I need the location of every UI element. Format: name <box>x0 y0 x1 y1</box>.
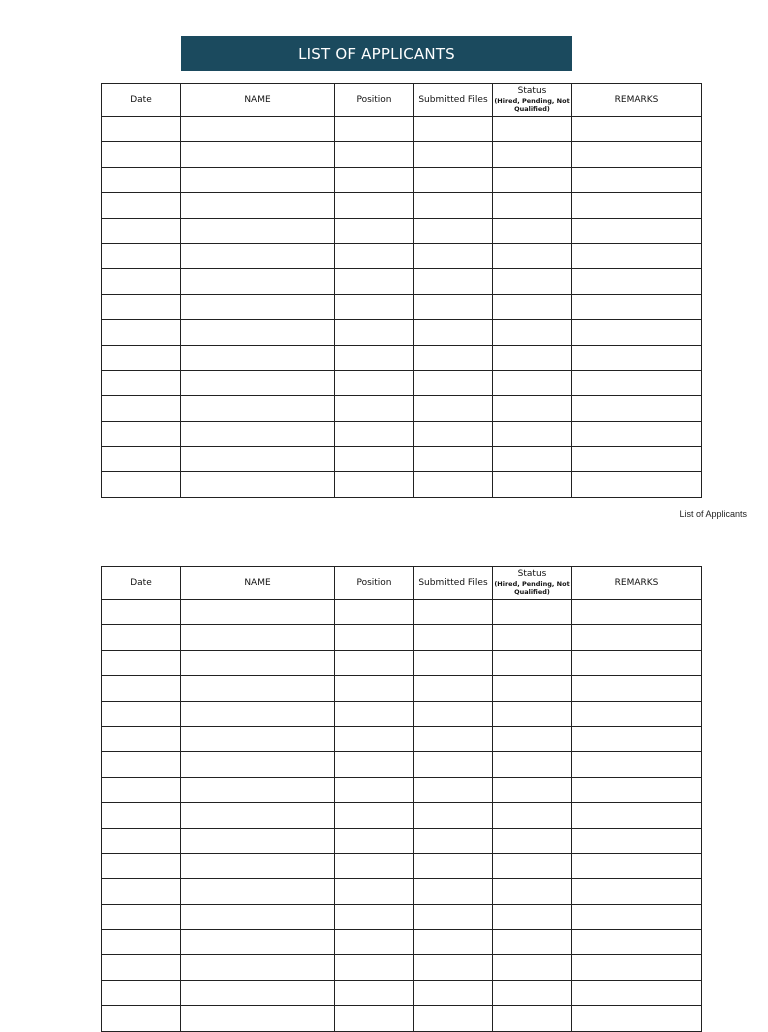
cell-status[interactable] <box>493 370 572 395</box>
cell-date[interactable] <box>102 904 181 929</box>
cell-submitted-files[interactable] <box>414 904 493 929</box>
cell-date[interactable] <box>102 625 181 650</box>
cell-status[interactable] <box>493 396 572 421</box>
cell-position[interactable] <box>335 853 414 878</box>
cell-submitted-files[interactable] <box>414 472 493 497</box>
cell-submitted-files[interactable] <box>414 167 493 192</box>
cell-name[interactable] <box>181 243 335 268</box>
cell-position[interactable] <box>335 472 414 497</box>
table-row <box>102 447 702 472</box>
cell-status[interactable] <box>493 955 572 980</box>
cell-submitted-files[interactable] <box>414 117 493 142</box>
column-header-name: NAME <box>181 567 335 600</box>
table-row <box>102 117 702 142</box>
cell-position[interactable] <box>335 803 414 828</box>
cell-date[interactable] <box>102 345 181 370</box>
cell-status[interactable] <box>493 320 572 345</box>
cell-status[interactable] <box>493 904 572 929</box>
cell-date[interactable] <box>102 294 181 319</box>
cell-name[interactable] <box>181 777 335 802</box>
cell-date[interactable] <box>102 752 181 777</box>
cell-remarks[interactable] <box>572 853 702 878</box>
cell-position[interactable] <box>335 243 414 268</box>
column-header-submitted-files: Submitted Files <box>414 84 493 117</box>
cell-submitted-files[interactable] <box>414 676 493 701</box>
cell-name[interactable] <box>181 218 335 243</box>
cell-submitted-files[interactable] <box>414 320 493 345</box>
cell-submitted-files[interactable] <box>414 726 493 751</box>
cell-name[interactable] <box>181 447 335 472</box>
cell-status[interactable] <box>493 853 572 878</box>
table-header-row <box>102 567 702 600</box>
column-header-remarks: REMARKS <box>572 84 702 117</box>
cell-remarks[interactable] <box>572 904 702 929</box>
cell-date[interactable] <box>102 447 181 472</box>
cell-name[interactable] <box>181 879 335 904</box>
table-body <box>102 600 702 1032</box>
cell-date[interactable] <box>102 320 181 345</box>
table-row <box>102 828 702 853</box>
column-header-submitted-files: Submitted Files <box>414 567 493 600</box>
cell-remarks[interactable] <box>572 167 702 192</box>
cell-name[interactable] <box>181 421 335 446</box>
table-row <box>102 980 702 1005</box>
cell-date[interactable] <box>102 955 181 980</box>
cell-name[interactable] <box>181 1006 335 1031</box>
cell-name[interactable] <box>181 396 335 421</box>
footer-caption: List of Applicants <box>679 509 747 519</box>
cell-status[interactable] <box>493 930 572 955</box>
cell-date[interactable] <box>102 726 181 751</box>
cell-name[interactable] <box>181 752 335 777</box>
cell-position[interactable] <box>335 625 414 650</box>
cell-position[interactable] <box>335 930 414 955</box>
cell-name[interactable] <box>181 625 335 650</box>
cell-status[interactable] <box>493 167 572 192</box>
cell-submitted-files[interactable] <box>414 879 493 904</box>
cell-submitted-files[interactable] <box>414 142 493 167</box>
cell-submitted-files[interactable] <box>414 980 493 1005</box>
cell-status[interactable] <box>493 447 572 472</box>
cell-position[interactable] <box>335 320 414 345</box>
cell-position[interactable] <box>335 193 414 218</box>
table-row <box>102 904 702 929</box>
table-row <box>102 243 702 268</box>
table-row <box>102 777 702 802</box>
cell-submitted-files[interactable] <box>414 701 493 726</box>
table-row <box>102 320 702 345</box>
cell-name[interactable] <box>181 955 335 980</box>
status-label: Status <box>517 569 547 580</box>
cell-submitted-files[interactable] <box>414 1006 493 1031</box>
cell-position[interactable] <box>335 777 414 802</box>
applicants-table-2 <box>101 566 702 1032</box>
table-row <box>102 421 702 446</box>
cell-submitted-files[interactable] <box>414 600 493 625</box>
cell-name[interactable] <box>181 117 335 142</box>
cell-position[interactable] <box>335 726 414 751</box>
cell-remarks[interactable] <box>572 1006 702 1031</box>
cell-submitted-files[interactable] <box>414 193 493 218</box>
cell-status[interactable] <box>493 701 572 726</box>
cell-position[interactable] <box>335 142 414 167</box>
cell-position[interactable] <box>335 447 414 472</box>
cell-name[interactable] <box>181 600 335 625</box>
cell-submitted-files[interactable] <box>414 777 493 802</box>
cell-submitted-files[interactable] <box>414 828 493 853</box>
cell-status[interactable] <box>493 777 572 802</box>
table-header-row <box>102 84 702 117</box>
cell-date[interactable] <box>102 879 181 904</box>
cell-status[interactable] <box>493 218 572 243</box>
cell-remarks[interactable] <box>572 447 702 472</box>
cell-status[interactable] <box>493 193 572 218</box>
cell-name[interactable] <box>181 472 335 497</box>
table-row <box>102 625 702 650</box>
cell-name[interactable] <box>181 320 335 345</box>
table-row <box>102 955 702 980</box>
table-row <box>102 676 702 701</box>
cell-name[interactable] <box>181 853 335 878</box>
cell-submitted-files[interactable] <box>414 955 493 980</box>
cell-remarks[interactable] <box>572 421 702 446</box>
cell-date[interactable] <box>102 1006 181 1031</box>
cell-name[interactable] <box>181 701 335 726</box>
status-note: (Hired, Pending, Not Qualified) <box>494 96 570 114</box>
cell-status[interactable] <box>493 726 572 751</box>
cell-date[interactable] <box>102 117 181 142</box>
cell-remarks[interactable] <box>572 726 702 751</box>
cell-remarks[interactable] <box>572 930 702 955</box>
cell-position[interactable] <box>335 879 414 904</box>
cell-remarks[interactable] <box>572 650 702 675</box>
table-row <box>102 701 702 726</box>
cell-remarks[interactable] <box>572 294 702 319</box>
cell-remarks[interactable] <box>572 320 702 345</box>
table-row <box>102 803 702 828</box>
cell-position[interactable] <box>335 1006 414 1031</box>
cell-position[interactable] <box>335 676 414 701</box>
table-row <box>102 650 702 675</box>
table-row <box>102 370 702 395</box>
table-row <box>102 142 702 167</box>
cell-date[interactable] <box>102 930 181 955</box>
cell-position[interactable] <box>335 345 414 370</box>
cell-remarks[interactable] <box>572 472 702 497</box>
cell-name[interactable] <box>181 930 335 955</box>
cell-name[interactable] <box>181 828 335 853</box>
cell-date[interactable] <box>102 167 181 192</box>
cell-submitted-files[interactable] <box>414 803 493 828</box>
cell-position[interactable] <box>335 167 414 192</box>
cell-status[interactable] <box>493 625 572 650</box>
cell-position[interactable] <box>335 370 414 395</box>
cell-date[interactable] <box>102 472 181 497</box>
cell-status[interactable] <box>493 142 572 167</box>
cell-position[interactable] <box>335 904 414 929</box>
cell-date[interactable] <box>102 243 181 268</box>
cell-position[interactable] <box>335 396 414 421</box>
cell-remarks[interactable] <box>572 980 702 1005</box>
table-row <box>102 879 702 904</box>
cell-status[interactable] <box>493 828 572 853</box>
cell-date[interactable] <box>102 218 181 243</box>
cell-position[interactable] <box>335 828 414 853</box>
table-row <box>102 752 702 777</box>
cell-status[interactable] <box>493 1006 572 1031</box>
table-row <box>102 853 702 878</box>
cell-submitted-files[interactable] <box>414 294 493 319</box>
table-row <box>102 396 702 421</box>
cell-submitted-files[interactable] <box>414 752 493 777</box>
cell-status[interactable] <box>493 294 572 319</box>
cell-status[interactable] <box>493 803 572 828</box>
table-row <box>102 930 702 955</box>
cell-date[interactable] <box>102 421 181 446</box>
cell-date[interactable] <box>102 853 181 878</box>
cell-position[interactable] <box>335 980 414 1005</box>
cell-status[interactable] <box>493 980 572 1005</box>
cell-date[interactable] <box>102 370 181 395</box>
cell-submitted-files[interactable] <box>414 218 493 243</box>
cell-remarks[interactable] <box>572 955 702 980</box>
cell-remarks[interactable] <box>572 142 702 167</box>
cell-status[interactable] <box>493 879 572 904</box>
cell-remarks[interactable] <box>572 752 702 777</box>
table-row <box>102 167 702 192</box>
cell-status[interactable] <box>493 117 572 142</box>
cell-position[interactable] <box>335 600 414 625</box>
cell-date[interactable] <box>102 803 181 828</box>
cell-date[interactable] <box>102 650 181 675</box>
applicants-table-1 <box>101 83 702 498</box>
table-row <box>102 726 702 751</box>
cell-date[interactable] <box>102 193 181 218</box>
cell-submitted-files[interactable] <box>414 447 493 472</box>
cell-name[interactable] <box>181 904 335 929</box>
table-row <box>102 193 702 218</box>
cell-remarks[interactable] <box>572 396 702 421</box>
cell-position[interactable] <box>335 650 414 675</box>
cell-remarks[interactable] <box>572 879 702 904</box>
cell-name[interactable] <box>181 803 335 828</box>
cell-status[interactable] <box>493 600 572 625</box>
cell-date[interactable] <box>102 269 181 294</box>
cell-remarks[interactable] <box>572 117 702 142</box>
cell-remarks[interactable] <box>572 193 702 218</box>
document-title: LIST OF APPLICANTS <box>298 44 455 63</box>
column-header-status <box>493 84 572 117</box>
cell-date[interactable] <box>102 828 181 853</box>
cell-name[interactable] <box>181 294 335 319</box>
cell-position[interactable] <box>335 269 414 294</box>
cell-date[interactable] <box>102 396 181 421</box>
column-header-position: Position <box>335 567 414 600</box>
cell-remarks[interactable] <box>572 676 702 701</box>
column-header-date: Date <box>102 567 181 600</box>
cell-name[interactable] <box>181 676 335 701</box>
cell-name[interactable] <box>181 142 335 167</box>
cell-position[interactable] <box>335 955 414 980</box>
table-row <box>102 472 702 497</box>
document-title-banner <box>181 36 572 71</box>
cell-position[interactable] <box>335 421 414 446</box>
cell-position[interactable] <box>335 117 414 142</box>
column-header-date: Date <box>102 84 181 117</box>
cell-submitted-files[interactable] <box>414 930 493 955</box>
table-body <box>102 117 702 498</box>
table-row <box>102 269 702 294</box>
cell-position[interactable] <box>335 752 414 777</box>
column-header-position: Position <box>335 84 414 117</box>
cell-submitted-files[interactable] <box>414 650 493 675</box>
cell-status[interactable] <box>493 650 572 675</box>
cell-date[interactable] <box>102 600 181 625</box>
cell-status[interactable] <box>493 421 572 446</box>
cell-remarks[interactable] <box>572 701 702 726</box>
table-row <box>102 345 702 370</box>
cell-status[interactable] <box>493 752 572 777</box>
cell-status[interactable] <box>493 472 572 497</box>
cell-remarks[interactable] <box>572 269 702 294</box>
cell-submitted-files[interactable] <box>414 243 493 268</box>
cell-remarks[interactable] <box>572 625 702 650</box>
cell-name[interactable] <box>181 980 335 1005</box>
cell-remarks[interactable] <box>572 370 702 395</box>
cell-date[interactable] <box>102 142 181 167</box>
cell-position[interactable] <box>335 701 414 726</box>
cell-remarks[interactable] <box>572 828 702 853</box>
cell-remarks[interactable] <box>572 345 702 370</box>
cell-remarks[interactable] <box>572 218 702 243</box>
cell-submitted-files[interactable] <box>414 421 493 446</box>
column-header-remarks: REMARKS <box>572 567 702 600</box>
column-header-name: NAME <box>181 84 335 117</box>
cell-name[interactable] <box>181 167 335 192</box>
cell-status[interactable] <box>493 345 572 370</box>
cell-submitted-files[interactable] <box>414 370 493 395</box>
cell-submitted-files[interactable] <box>414 853 493 878</box>
cell-status[interactable] <box>493 676 572 701</box>
status-note: (Hired, Pending, Not Qualified) <box>494 579 570 597</box>
table-row <box>102 600 702 625</box>
cell-remarks[interactable] <box>572 600 702 625</box>
cell-remarks[interactable] <box>572 777 702 802</box>
cell-name[interactable] <box>181 193 335 218</box>
cell-date[interactable] <box>102 676 181 701</box>
cell-status[interactable] <box>493 243 572 268</box>
table-row <box>102 294 702 319</box>
cell-date[interactable] <box>102 777 181 802</box>
cell-name[interactable] <box>181 345 335 370</box>
column-header-status <box>493 567 572 600</box>
cell-submitted-files[interactable] <box>414 396 493 421</box>
cell-remarks[interactable] <box>572 803 702 828</box>
cell-submitted-files[interactable] <box>414 345 493 370</box>
cell-name[interactable] <box>181 650 335 675</box>
cell-name[interactable] <box>181 370 335 395</box>
cell-status[interactable] <box>493 269 572 294</box>
cell-submitted-files[interactable] <box>414 625 493 650</box>
cell-position[interactable] <box>335 218 414 243</box>
table-row <box>102 218 702 243</box>
cell-position[interactable] <box>335 294 414 319</box>
cell-date[interactable] <box>102 980 181 1005</box>
cell-submitted-files[interactable] <box>414 269 493 294</box>
table-row <box>102 1006 702 1031</box>
cell-name[interactable] <box>181 726 335 751</box>
cell-remarks[interactable] <box>572 243 702 268</box>
cell-name[interactable] <box>181 269 335 294</box>
cell-date[interactable] <box>102 701 181 726</box>
status-label: Status <box>517 86 547 97</box>
